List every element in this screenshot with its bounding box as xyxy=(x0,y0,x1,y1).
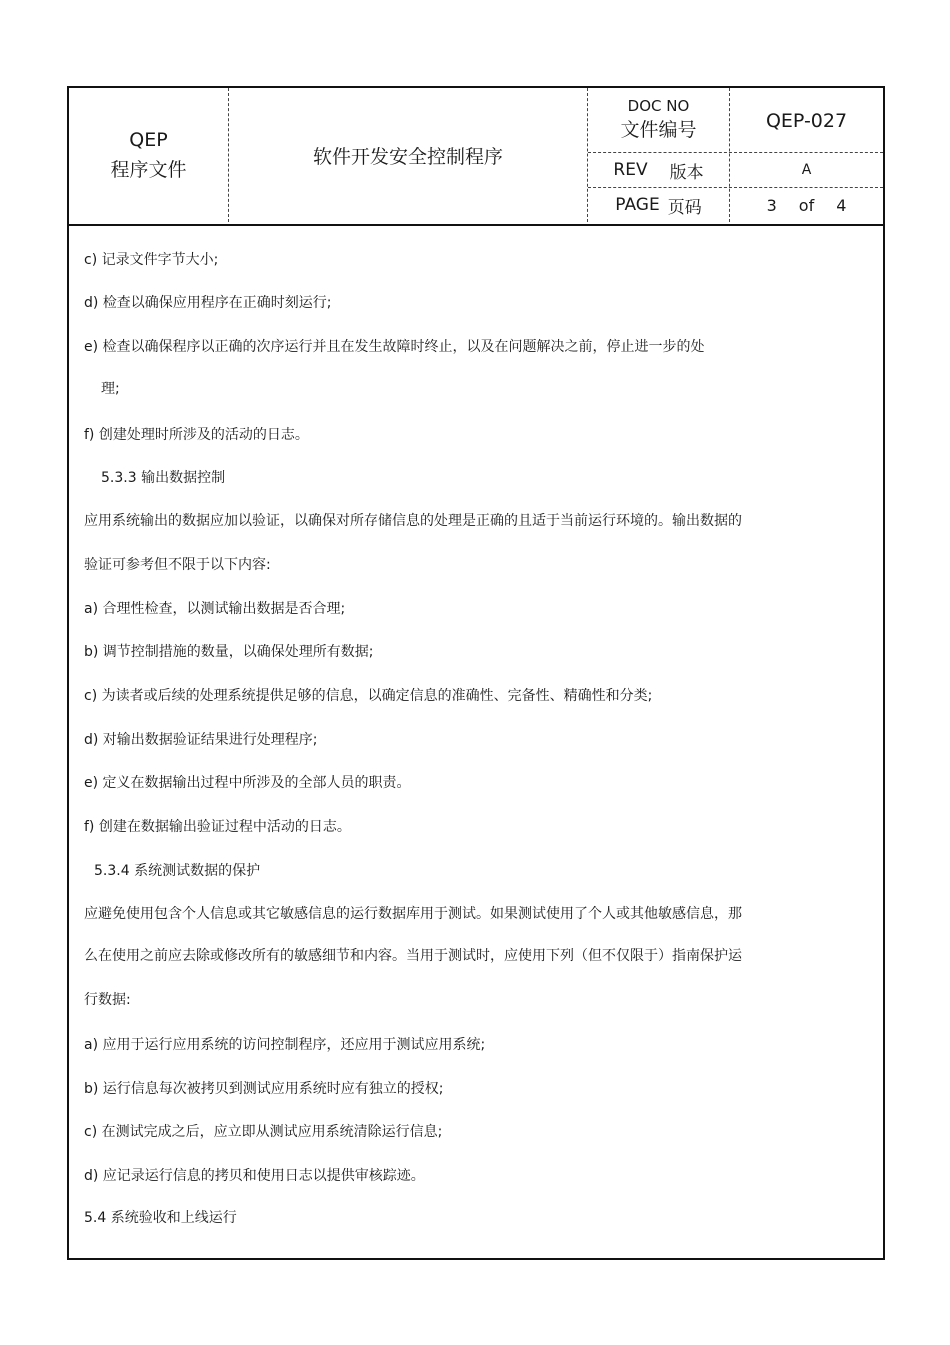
text-line: e) 检查以确保程序以正确的次序运行并且在发生故障时终止，以及在问题解决之前，停止进一步的处 xyxy=(84,339,705,355)
text-line: 么在使用之前应去除或修改所有的敏感细节和内容。当用于测试时，应使用下列（但不仅限于）指南保护运 xyxy=(84,948,742,964)
org-name: QEP xyxy=(129,129,168,151)
rev-label-zh: 版本 xyxy=(669,162,704,183)
text-line: 验证可参考但不限于以下内容: xyxy=(84,557,271,573)
text-line: e) 定义在数据输出过程中所涉及的全部人员的职责。 xyxy=(84,775,411,791)
doc-no-label-en: DOC NO xyxy=(627,97,690,115)
page-current: 3 xyxy=(766,195,777,215)
rev-label xyxy=(588,153,729,187)
section-heading: 5.4 系统验收和上线运行 xyxy=(84,1210,237,1226)
org-cell xyxy=(69,88,228,222)
text-line: 应避免使用包含个人信息或其它敏感信息的运行数据库用于测试。如果测试使用了个人或其他敏感信息，那 xyxy=(84,906,742,922)
document-frame xyxy=(67,86,885,1260)
page-label xyxy=(588,188,729,222)
text-line: b) 调节控制措施的数量，以确保处理所有数据; xyxy=(84,644,374,660)
text-line: 应用系统输出的数据应加以验证，以确保对所存储信息的处理是正确的且适于当前运行环境的。输出数据的 xyxy=(84,513,742,529)
text-line: c) 记录文件字节大小; xyxy=(84,252,219,268)
document-title: 软件开发安全控制程序 xyxy=(312,145,503,168)
page-label-en: PAGE xyxy=(615,195,660,215)
text-line: c) 为读者或后续的处理系统提供足够的信息，以确定信息的准确性、完备性、精确性和分类; xyxy=(84,688,653,704)
page-of: of xyxy=(798,195,815,215)
doc-no-label xyxy=(588,88,729,152)
text-line: f) 创建在数据输出验证过程中活动的日志。 xyxy=(84,819,351,835)
page-total: 4 xyxy=(836,195,847,215)
section-heading: 5.3.4 系统测试数据的保护 xyxy=(94,863,261,879)
section-heading: 5.3.3 输出数据控制 xyxy=(101,470,226,486)
page-value xyxy=(730,188,883,222)
text-line: c) 在测试完成之后，应立即从测试应用系统清除运行信息; xyxy=(84,1124,443,1140)
doc-type: 程序文件 xyxy=(110,159,187,181)
document-header xyxy=(69,88,883,226)
text-line: a) 合理性检查，以测试输出数据是否合理; xyxy=(84,601,346,617)
page-label-zh: 页码 xyxy=(667,197,702,218)
text-line: f) 创建处理时所涉及的活动的日志。 xyxy=(84,427,309,443)
rev-label-en: REV xyxy=(613,160,648,180)
text-line: d) 应记录运行信息的拷贝和使用日志以提供审核踪迹。 xyxy=(84,1168,425,1184)
text-line: a) 应用于运行应用系统的访问控制程序，还应用于测试应用系统; xyxy=(84,1037,486,1053)
text-line: d) 对输出数据验证结果进行处理程序; xyxy=(84,732,318,748)
rev-value: A xyxy=(801,162,812,178)
text-line: d) 检查以确保应用程序在正确时刻运行; xyxy=(84,295,332,311)
doc-no-value: QEP-027 xyxy=(765,110,848,132)
doc-no-label-zh: 文件编号 xyxy=(620,119,697,141)
text-line: b) 运行信息每次被拷贝到测试应用系统时应有独立的授权; xyxy=(84,1081,444,1097)
text-line: 行数据: xyxy=(84,992,131,1008)
text-line: 理; xyxy=(101,381,120,397)
